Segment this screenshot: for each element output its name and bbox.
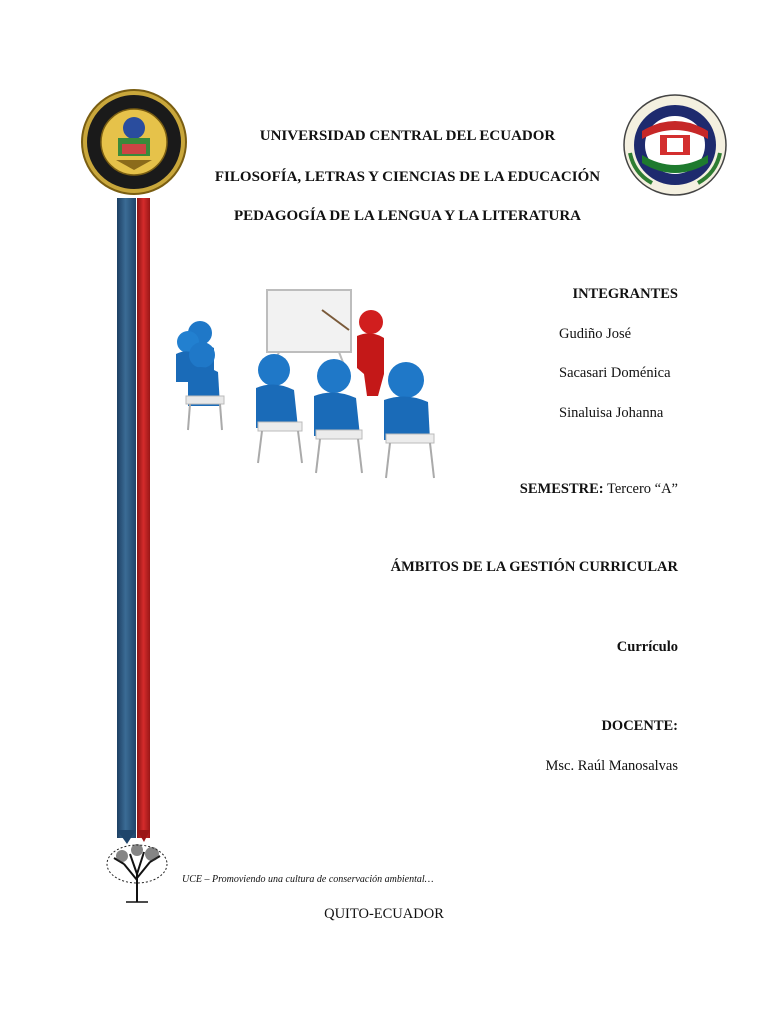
- subject-title: Currículo: [616, 639, 678, 655]
- semester-line: [520, 481, 678, 498]
- member-name: Sacasari Doménica: [559, 365, 671, 381]
- tree-icon: [104, 842, 170, 904]
- semester-label: SEMESTRE:: [519, 481, 604, 497]
- red-ribbon-tip: [137, 830, 150, 842]
- teacher-label: DOCENTE:: [601, 718, 678, 734]
- blue-ribbon: [117, 198, 136, 838]
- left-university-seal: [80, 88, 188, 196]
- member-name: Gudiño José: [559, 326, 632, 342]
- red-ribbon: [137, 198, 150, 838]
- member-name: Sinaluisa Johanna: [559, 405, 664, 421]
- university-title: UNIVERSIDAD CENTRAL DEL ECUADOR: [259, 128, 556, 144]
- career-title: PEDAGOGÍA DE LA LENGUA Y LA LITERATURA: [233, 208, 581, 224]
- topic-title: ÁMBITOS DE LA GESTIÓN CURRICULAR: [390, 559, 678, 575]
- right-career-seal: [622, 93, 728, 197]
- members-heading: INTEGRANTES: [572, 286, 678, 302]
- city-footer: QUITO-ECUADOR: [324, 906, 444, 922]
- faculty-title: FILOSOFÍA, LETRAS Y CIENCIAS DE LA EDUCACIÓN: [214, 169, 601, 185]
- teacher-name: Msc. Raúl Manosalvas: [545, 758, 678, 774]
- footer-slogan: UCE – Promoviendo una cultura de conservación ambiental…: [182, 874, 434, 885]
- semester-value: Tercero “A”: [606, 481, 678, 497]
- classroom-presentation-icon: [164, 278, 446, 483]
